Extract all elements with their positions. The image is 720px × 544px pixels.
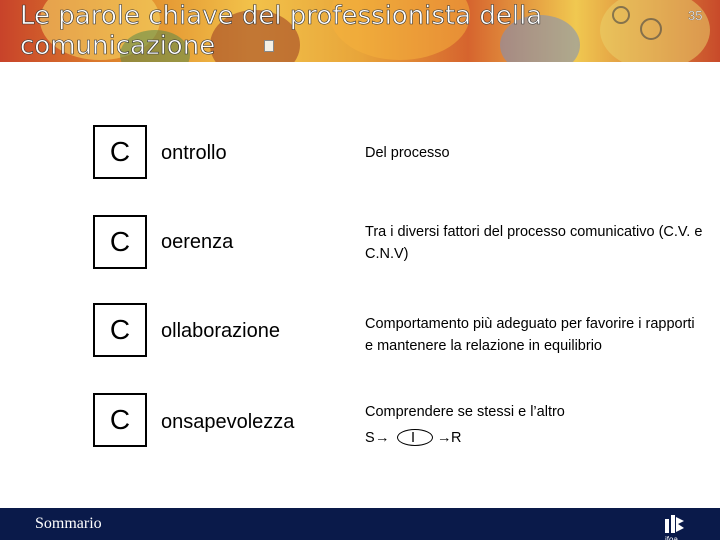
slide-title: Le parole chiave del professionista della comunicazione	[20, 1, 543, 61]
banner-decoration	[640, 18, 662, 40]
logo-text: ifoa	[665, 535, 678, 544]
sommario-link[interactable]: Sommario	[35, 515, 102, 532]
row-description: Del processo	[365, 145, 450, 161]
row-letter-box: C	[93, 125, 147, 179]
row-word: onsapevolezza	[161, 411, 295, 433]
page-number: 35	[688, 8, 703, 23]
row-description: Tra i diversi fattori del processo comunicativo (C.V. e C.N.V)	[365, 224, 703, 262]
flow-arrow-icon: →	[375, 430, 390, 446]
row-letter-box: C	[93, 393, 147, 447]
row-letter-box: C	[93, 303, 147, 357]
flow-receiver: R	[451, 430, 462, 446]
row-description: Comportamento più adeguato per favorire i rapporti e mantenere la relazione in equilibrio	[365, 316, 695, 354]
row-word: ollaborazione	[161, 320, 280, 342]
flow-arrow-icon: →	[437, 430, 452, 446]
row-letter-box: C	[93, 215, 147, 269]
header-banner	[0, 0, 720, 62]
flow-middle: I	[411, 430, 416, 446]
footer-bar	[0, 508, 720, 544]
flow-sender: S	[365, 430, 375, 446]
row-description: Comprendere se stessi e l’altro	[365, 404, 565, 420]
ifoa-logo-icon	[662, 511, 688, 537]
row-word: ontrollo	[161, 142, 227, 164]
title-bullet-icon	[264, 40, 274, 52]
row-word: oerenza	[161, 231, 234, 253]
